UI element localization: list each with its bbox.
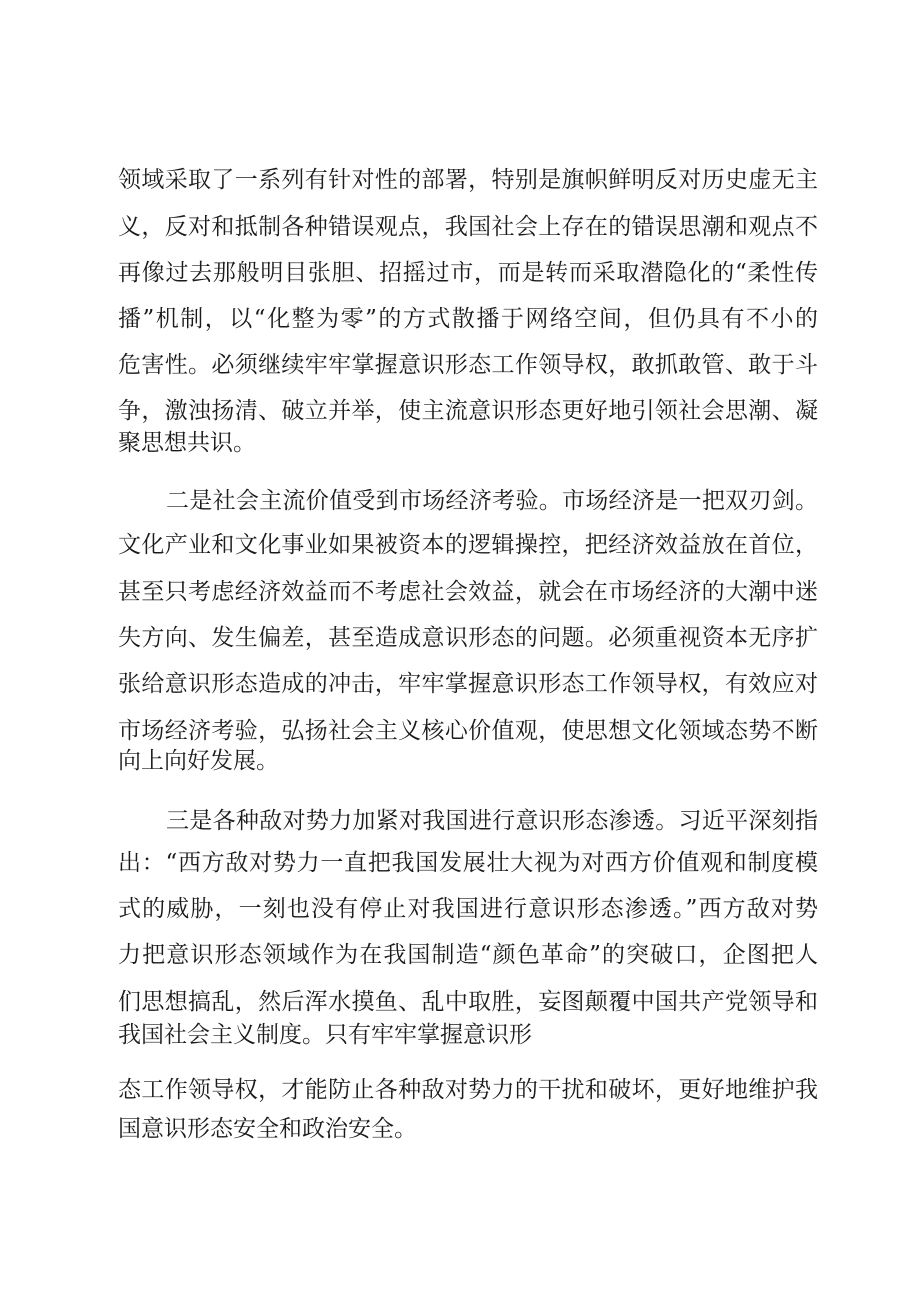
paragraph-first-line: 三是各种敌对势力加紧对我国进行意识形态渗透。习近平深刻指 (166, 808, 818, 834)
text-line: 播”机制，以“化整为零”的方式散播于网络空间，但仍具有不小的 (118, 306, 818, 332)
text-line: 争，激浊扬清、破立并举，使主流意识形态更好地引领社会思潮、凝 (118, 398, 818, 424)
text-line: 领域采取了一系列有针对性的部署，特别是旗帜鲜明反对历史虚无主 (118, 167, 818, 193)
text-line: 危害性。必须继续牢牢掌握意识形态工作领导权，敢抓敢管、敢于斗 (118, 352, 818, 378)
text-line: 再像过去那般明目张胆、招摇过市，而是转而采取潜隐化的“柔性传 (118, 260, 818, 286)
text-line: 义，反对和抵制各种错误观点，我国社会上存在的错误思潮和观点不 (118, 214, 818, 240)
text-line: 出：“西方敌对势力一直把我国发展壮大视为对西方价值观和制度模 (118, 850, 818, 876)
text-line: 国意识形态安全和政治安全。 (118, 1116, 417, 1142)
text-line: 文化产业和文化事业如果被资本的逻辑操控，把经济效益放在首位， (118, 532, 818, 558)
text-line: 甚至只考虑经济效益而不考虑社会效益，就会在市场经济的大潮中迷 (118, 579, 818, 605)
text-line: 失方向、发生偏差，甚至造成意识形态的问题。必须重视资本无序扩 (118, 625, 818, 651)
text-line: 聚思想共识。 (118, 430, 256, 456)
text-line: 市场经济考验，弘扬社会主义核心价值观，使思想文化领域态势不断 (118, 718, 818, 744)
text-line: 向上向好发展。 (118, 748, 279, 774)
text-line: 式的威胁，一刻也没有停止对我国进行意识形态渗透。”西方敌对势 (118, 896, 818, 922)
text-line: 力把意识形态领域作为在我国制造“颜色革命”的突破口，企图把人 (118, 942, 818, 968)
text-line: 我国社会主义制度。只有牢牢掌握意识形 (118, 1022, 532, 1048)
text-line: 态工作领导权，才能防止各种敌对势力的干扰和破坏，更好地维护我 (118, 1077, 818, 1103)
text-line: 张给意识形态造成的冲击，牢牢掌握意识形态工作领导权，有效应对 (118, 671, 818, 697)
text-line: 们思想搞乱，然后浑水摸鱼、乱中取胜，妄图颠覆中国共产党领导和 (118, 989, 818, 1015)
paragraph-first-line: 二是社会主流价值受到市场经济考验。市场经济是一把双刃剑。 (166, 488, 818, 514)
